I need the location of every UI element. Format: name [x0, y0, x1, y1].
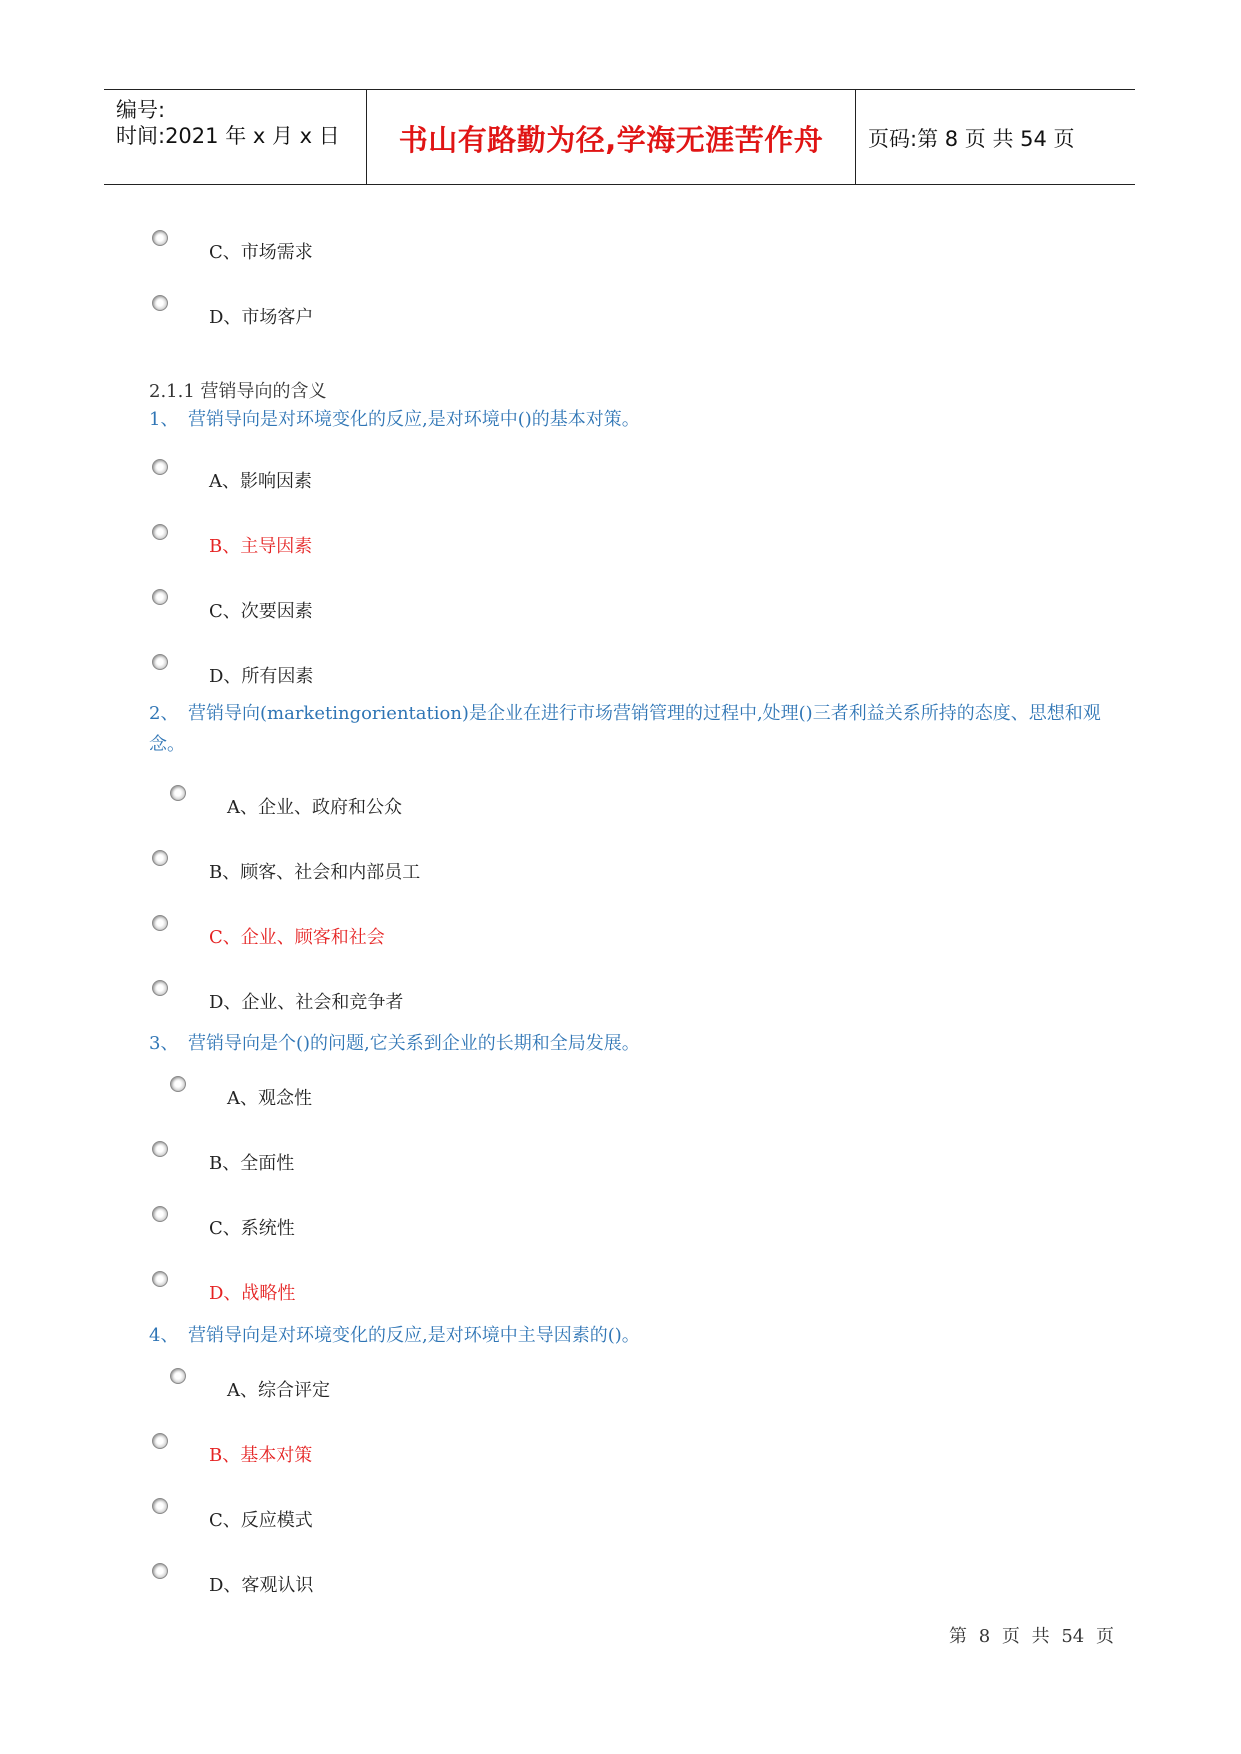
option-label: A、影响因素: [209, 471, 312, 492]
option-label-correct: B、主导因素: [209, 536, 313, 557]
option-label: C、系统性: [209, 1218, 295, 1239]
radio-button[interactable]: [152, 850, 168, 866]
option-label: A、企业、政府和公众: [227, 797, 402, 818]
question-2: [149, 698, 1109, 760]
serial-label: 编号:: [116, 98, 166, 122]
header-right-cell: [856, 90, 1135, 184]
header-left-cell: [104, 90, 367, 184]
radio-button[interactable]: [152, 980, 168, 996]
option-label-correct: B、基本对策: [209, 1445, 313, 1466]
option-label: B、全面性: [209, 1153, 295, 1174]
radio-button[interactable]: [152, 654, 168, 670]
radio-button[interactable]: [152, 1271, 168, 1287]
radio-button[interactable]: [152, 589, 168, 605]
radio-button[interactable]: [152, 230, 168, 246]
question-text: 营销导向是对环境变化的反应,是对环境中主导因素的()。: [188, 1325, 640, 1346]
question-1: [149, 404, 1109, 435]
header-motto: 书山有路勤为径,学海无涯苦作舟: [398, 123, 824, 157]
option-label: D、所有因素: [209, 666, 314, 687]
question-text: 营销导向(marketingorientation)是企业在进行市场营销管理的过程中,处理()三者利益关系所持的态度、思想和观念。: [149, 703, 1101, 755]
page-footer: 第 8 页 共 54 页: [949, 1626, 1114, 1647]
option-label: D、客观认识: [209, 1575, 314, 1596]
radio-button[interactable]: [152, 459, 168, 475]
radio-button[interactable]: [152, 1206, 168, 1222]
option-label: A、观念性: [227, 1088, 312, 1109]
section-title: 2.1.1 营销导向的含义: [149, 381, 327, 402]
option-label: C、次要因素: [209, 601, 313, 622]
option-label: A、综合评定: [227, 1380, 330, 1401]
question-text: 营销导向是对环境变化的反应,是对环境中()的基本对策。: [188, 409, 640, 430]
option-label: C、反应模式: [209, 1510, 313, 1531]
time-label: 时间:2021 年 x 月 x 日: [116, 124, 340, 148]
radio-button[interactable]: [170, 785, 186, 801]
option-label: B、顾客、社会和内部员工: [209, 862, 421, 883]
header-center-cell: [367, 90, 856, 184]
question-4: [149, 1320, 1109, 1351]
option-label-correct: D、战略性: [209, 1283, 296, 1304]
radio-button[interactable]: [152, 1563, 168, 1579]
option-label-correct: C、企业、顾客和社会: [209, 927, 385, 948]
page-header: [104, 89, 1135, 185]
radio-button[interactable]: [170, 1076, 186, 1092]
option-label: C、市场需求: [209, 242, 313, 263]
radio-button[interactable]: [152, 1141, 168, 1157]
question-text: 营销导向是个()的问题,它关系到企业的长期和全局发展。: [188, 1033, 640, 1054]
radio-button[interactable]: [152, 915, 168, 931]
radio-button[interactable]: [170, 1368, 186, 1384]
radio-button[interactable]: [152, 295, 168, 311]
question-number: 4、: [149, 1325, 179, 1346]
option-label: D、市场客户: [209, 307, 314, 328]
radio-button[interactable]: [152, 1498, 168, 1514]
question-number: 2、: [149, 703, 179, 724]
question-3: [149, 1028, 1109, 1059]
header-page-label: 页码:第 8 页 共 54 页: [868, 127, 1075, 151]
option-label: D、企业、社会和竞争者: [209, 992, 404, 1013]
question-number: 3、: [149, 1033, 179, 1054]
radio-button[interactable]: [152, 1433, 168, 1449]
radio-button[interactable]: [152, 524, 168, 540]
question-number: 1、: [149, 409, 179, 430]
